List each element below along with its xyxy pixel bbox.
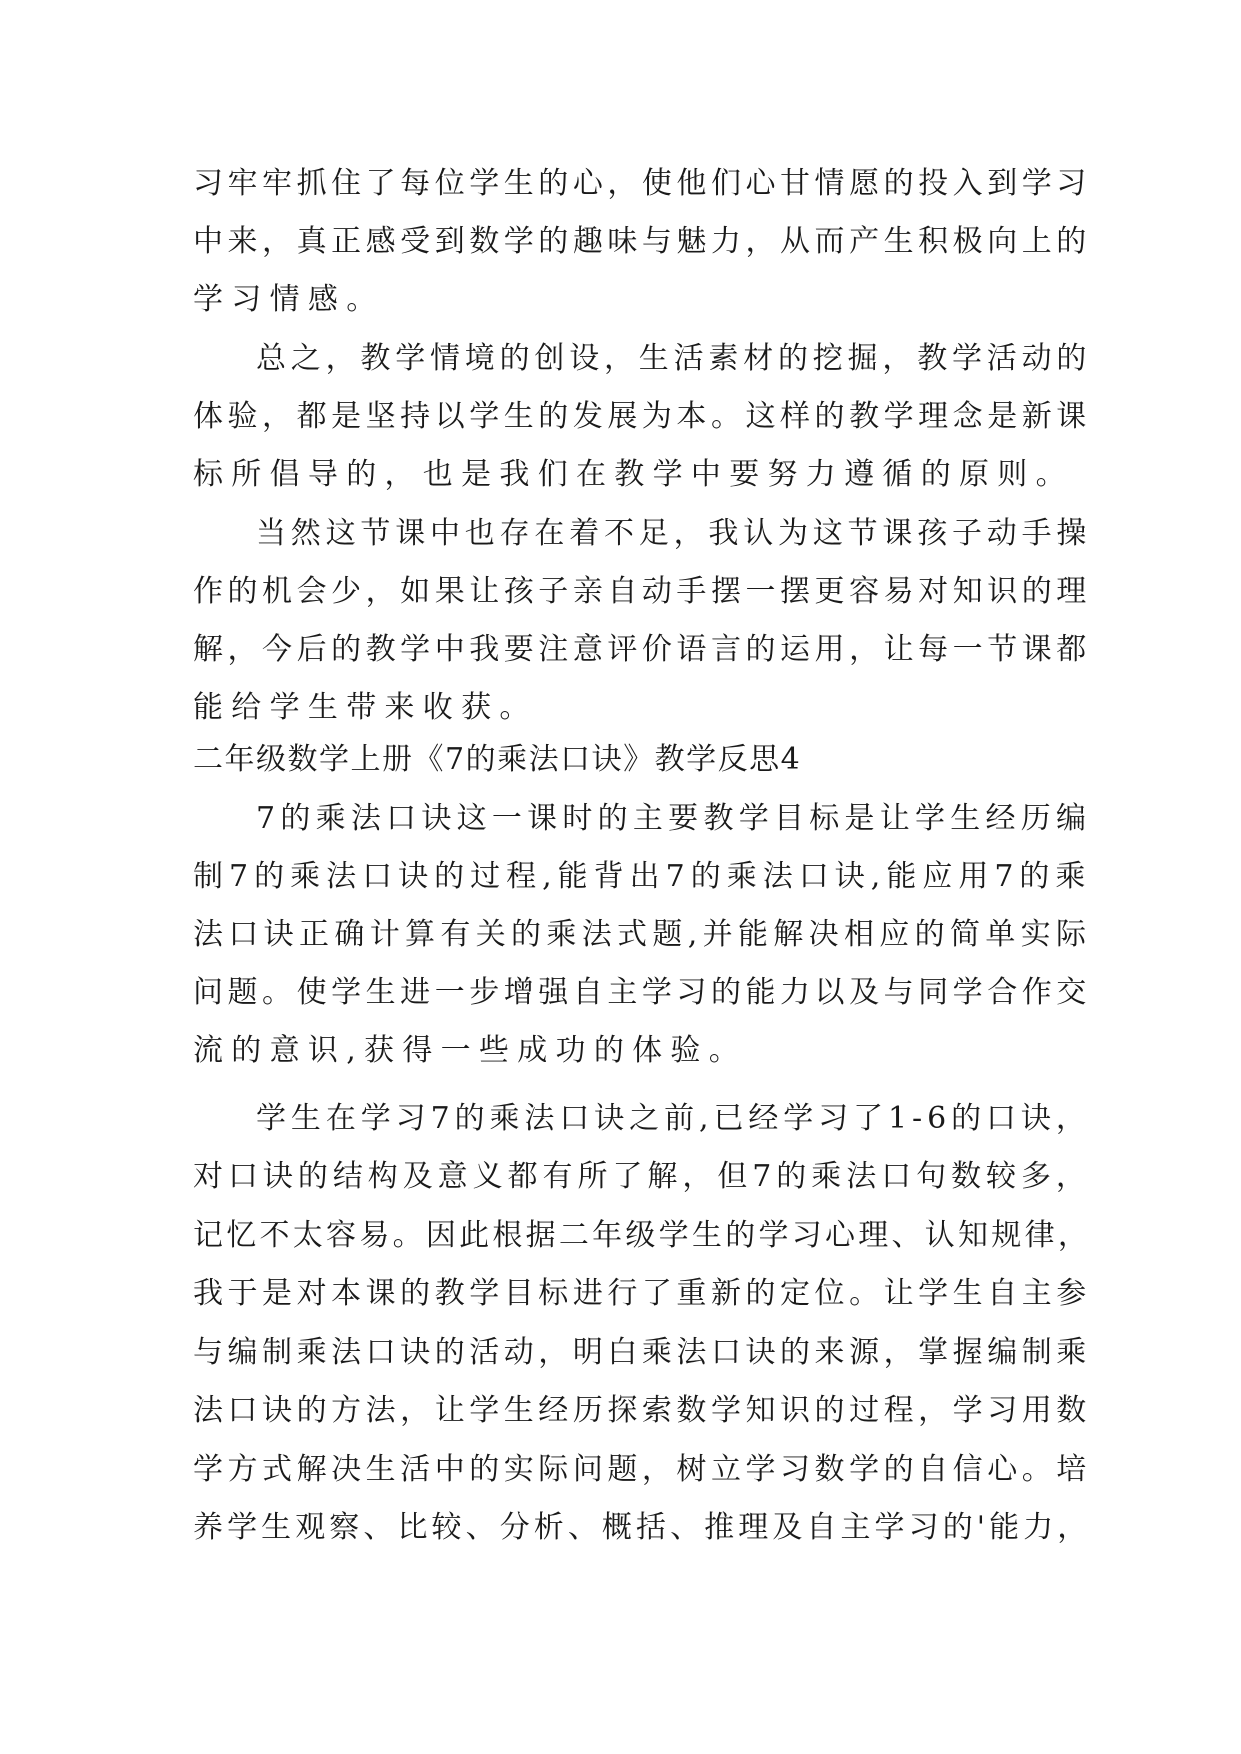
text-line: 中来，真正感受到数学的趣味与魅力，从而产生积极向上的 xyxy=(193,224,1091,259)
text-line: 作的机会少，如果让孩子亲自动手摆一摆更容易对知识的理 xyxy=(193,574,1091,609)
text-line: 法口诀正确计算有关的乘法式题,并能解决相应的简单实际 xyxy=(193,917,1092,952)
paragraph-first-line: 7的乘法口诀这一课时的主要教学目标是让学生经历编 xyxy=(256,801,1092,836)
text-line: 流的意识,获得一些成功的体验。 xyxy=(193,1033,748,1068)
text-line: 标所倡导的，也是我们在教学中要努力遵循的原则。 xyxy=(193,457,1074,492)
paragraph-first-line: 当然这节课中也存在着不足，我认为这节课孩子动手操 xyxy=(256,516,1092,551)
text-line: 制7的乘法口诀的过程,能背出7的乘法口诀,能应用7的乘 xyxy=(193,859,1092,894)
section-heading: 二年级数学上册《7的乘法口诀》教学反思4 xyxy=(193,742,802,777)
text-line: 记忆不太容易。因此根据二年级学生的学习心理、认知规律， xyxy=(193,1218,1092,1253)
text-line: 体验，都是坚持以学生的发展为本。这样的教学理念是新课 xyxy=(193,399,1091,434)
text-line: 解，今后的教学中我要注意评价语言的运用，让每一节课都 xyxy=(193,632,1091,667)
paragraph-first-line: 学生在学习7的乘法口诀之前,已经学习了1-6的口诀， xyxy=(256,1101,1091,1136)
paragraph-first-line: 总之，教学情境的创设，生活素材的挖掘，教学活动的 xyxy=(256,341,1092,376)
text-line: 与编制乘法口诀的活动，明白乘法口诀的来源，掌握编制乘 xyxy=(193,1335,1091,1370)
text-line: 学方式解决生活中的实际问题，树立学习数学的自信心。培 xyxy=(193,1452,1091,1487)
text-line: 习牢牢抓住了每位学生的心，使他们心甘情愿的投入到学习 xyxy=(193,166,1091,201)
text-line: 法口诀的方法，让学生经历探索数学知识的过程，学习用数 xyxy=(193,1393,1091,1428)
text-line: 对口诀的结构及意义都有所了解，但7的乘法口句数较多， xyxy=(193,1159,1091,1194)
text-line: 能给学生带来收获。 xyxy=(193,690,538,725)
text-line: 养学生观察、比较、分析、概括、推理及自主学习的'能力， xyxy=(193,1510,1092,1545)
text-line: 问题。使学生进一步增强自主学习的能力以及与同学合作交 xyxy=(193,975,1091,1010)
text-line: 学习情感。 xyxy=(193,282,385,317)
text-line: 我于是对本课的教学目标进行了重新的定位。让学生自主参 xyxy=(193,1276,1091,1311)
